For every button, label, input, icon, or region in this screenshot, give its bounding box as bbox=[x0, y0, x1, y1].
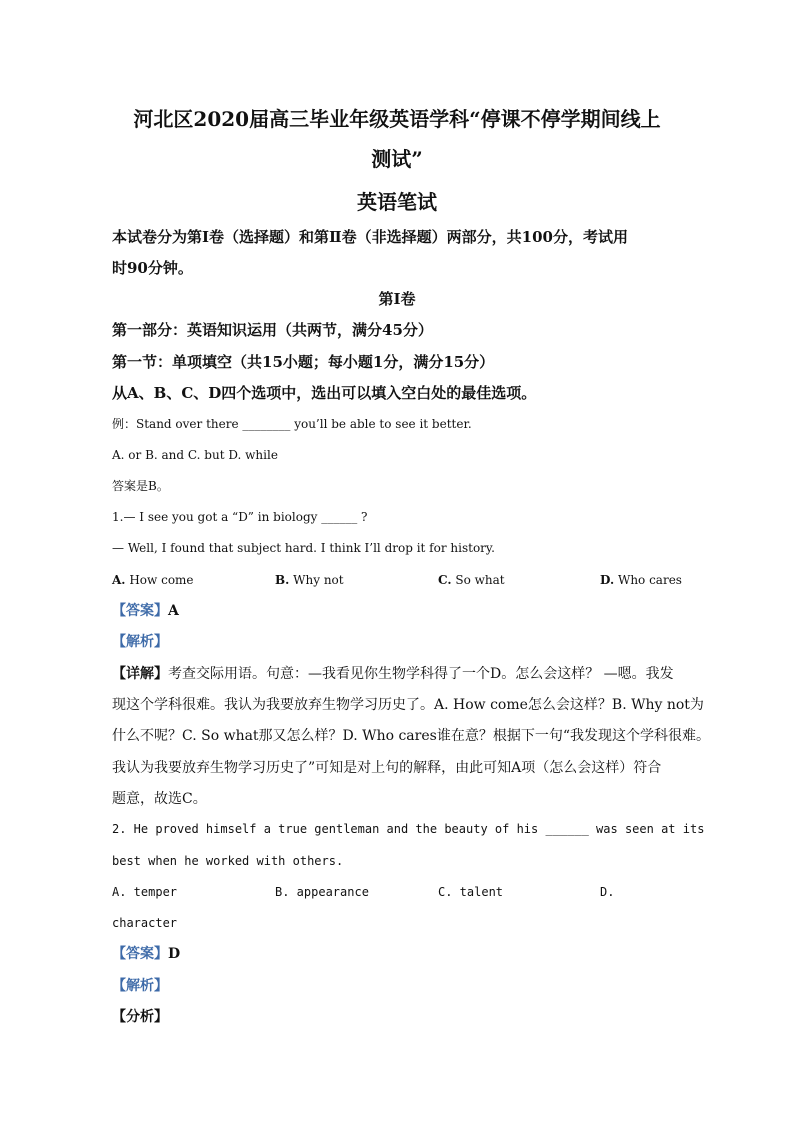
q1-option-b: B. Why not bbox=[275, 573, 344, 587]
q2-option-c: C. talent bbox=[438, 885, 504, 899]
q2-stem-line-2: best when he worked with others. bbox=[112, 854, 344, 868]
q1-reply: — Well, I found that subject hard. I think I’ll drop it for history. bbox=[112, 541, 495, 555]
instruction-text: 从A、B、C、D四个选项中，选出可以填入空白处的最佳选项。 bbox=[112, 384, 537, 402]
q2-answer bbox=[112, 946, 180, 963]
q2-fenxi-tag: 【分析】 bbox=[112, 1009, 168, 1025]
intro-line-1: 本试卷分为第Ⅰ卷（选择题）和第Ⅱ卷（非选择题）两部分，共100分，考试用 bbox=[112, 228, 628, 246]
q2-option-d: D. bbox=[600, 885, 615, 899]
q1-answer bbox=[112, 603, 179, 620]
answer-tag: 【答案】 bbox=[112, 946, 168, 962]
detail-tag: 【详解】 bbox=[112, 666, 168, 682]
q1-detail-line-2: 现这个学科很难。我认为我要放弃生物学习历史了。A. How come怎么会这样？B. Why not为 bbox=[112, 697, 704, 713]
q1-stem: 1.— I see you got a “D” in biology ______ ? bbox=[112, 510, 368, 524]
q1-detail-line-1: 【详解】考查交际用语。句意：—我看见你生物学科得了一个D。怎么会这样？ —嗯。我发 bbox=[112, 666, 674, 682]
q2-stem-line-1: 2. He proved himself a true gentleman and the beauty of his ______ was seen at its bbox=[112, 822, 705, 836]
document-title-line-2: 测试” bbox=[371, 147, 423, 171]
example-options: A. or B. and C. but D. while bbox=[112, 448, 278, 462]
example-answer: 答案是B。 bbox=[112, 479, 169, 493]
q1-detail-line-5: 题意，故选C。 bbox=[112, 791, 207, 807]
answer-value: A bbox=[168, 603, 179, 619]
part-heading: 第一部分：英语知识运用（共两节，满分45分） bbox=[112, 321, 433, 339]
example-question: 例：Stand over there ________ you’ll be able to see it better. bbox=[112, 417, 472, 431]
answer-value: D bbox=[168, 946, 181, 962]
volume-heading: 第Ⅰ卷 bbox=[378, 290, 416, 308]
q2-option-b: B. appearance bbox=[275, 885, 369, 899]
q1-detail-line-3: 什么不呢？C. So what那又怎么样？D. Who cares谁在意？根据下一句“我发现这个学科很难。 bbox=[112, 728, 710, 744]
answer-tag: 【答案】 bbox=[112, 603, 168, 619]
q1-option-d: D. Who cares bbox=[600, 573, 682, 587]
q2-option-d-text: character bbox=[112, 916, 178, 930]
q1-detail-line-4: 我认为我要放弃生物学习历史了”可知是对上句的解释，由此可知A项（怎么会这样）符合 bbox=[112, 760, 662, 776]
q1-analysis-tag: 【解析】 bbox=[112, 634, 168, 650]
q1-option-c: C. So what bbox=[438, 573, 505, 587]
q2-option-a: A. temper bbox=[112, 885, 178, 899]
section-heading: 第一节：单项填空（共15小题；每小题1分，满分15分） bbox=[112, 353, 495, 371]
document-title-line-1: 河北区2020届高三毕业年级英语学科“停课不停学期间线上 bbox=[133, 107, 661, 131]
q1-option-a: A. How come bbox=[112, 573, 194, 587]
q2-analysis-tag: 【解析】 bbox=[112, 978, 168, 994]
document-subtitle: 英语笔试 bbox=[357, 190, 437, 214]
intro-line-2: 时90分钟。 bbox=[112, 259, 193, 277]
